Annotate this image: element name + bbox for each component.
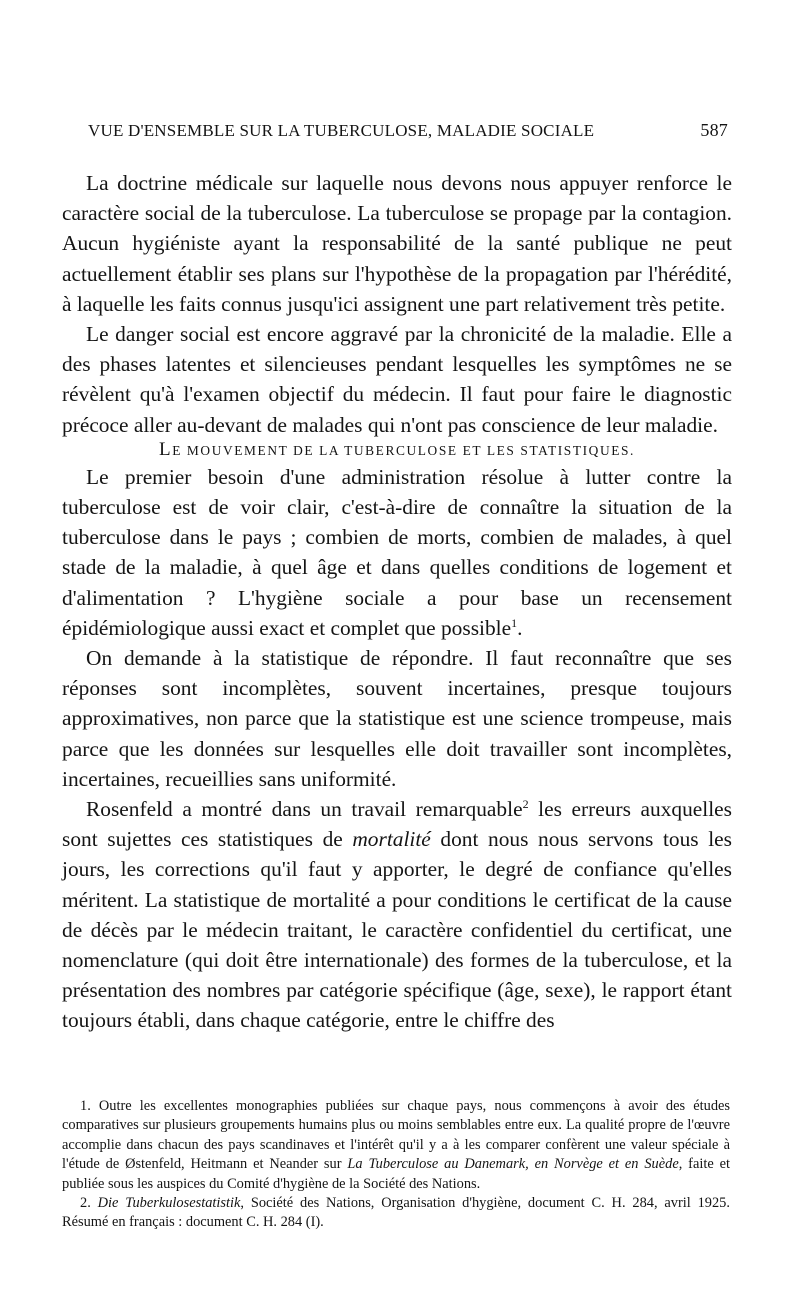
section-title-initial: L (158, 438, 173, 460)
paragraph-statistics-answers: On demande à la statistique de répondre. Il faut reconnaître que ses réponses sont incomplètes, souvent incertaines, presque toujours approximatives, non parce que la statistique est une science trompeuse, mais parce que les données sur lesquelles elle doit travailler sont incomplètes, incertaines, recueillies sans uniformité. (62, 646, 732, 791)
paragraph-statistics-need (62, 462, 732, 643)
paragraph-statistics-need-end: . (517, 615, 523, 640)
footnotes (62, 1097, 730, 1233)
footnote-mark-2: 2 (522, 796, 529, 811)
paragraph-chronicity: Le danger social est encore aggravé par la chronicité de la maladie. Elle a des phases latentes et silencieuses pendant lesquelles les symptômes ne se révèlent qu'à l'examen objectif du médecin. Il faut pour faire le diagnostic précoce aller au-devant de malades qui n'ont pas conscience de leur maladie. (62, 322, 732, 437)
paragraph-rosenfeld-italic: mortalité (352, 827, 431, 852)
footnote-1 (62, 1097, 730, 1194)
footnote-2-text: , Société des Nations, Organisation d'hygiène, document C. H. 284, avril 1925. Résumé en français : document C. H. 284 (I). (62, 1195, 730, 1231)
running-header (88, 120, 728, 141)
footnote-2-italic: Die Tuberkulosestatistik (97, 1195, 241, 1212)
section-title-text: E MOUVEMENT DE LA TUBERCULOSE ET LES STATISTIQUES. (172, 442, 635, 458)
running-title: VUE D'ENSEMBLE SUR LA TUBERCULOSE, MALADIE SOCIALE (88, 121, 595, 140)
footnote-1-number: 1. (80, 1098, 91, 1114)
main-text (62, 168, 732, 1036)
paragraph-rosenfeld-b: les erreurs auxquelles sont sujettes ces statistiques de (62, 797, 732, 852)
paragraph-rosenfeld (62, 794, 732, 1036)
paragraph-statistics-need-text: Le premier besoin d'une administration résolue à lutter contre la tuberculose est de voir clair, c'est-à-dire de connaître la situation de la tuberculose dans le pays ; combien de morts, combien de malades, à quel stade de la maladie, à quel âge et dans quelles conditions de logement et d'alimentation ? L'hygiène sociale a pour base un recensement épidémiologique aussi exact et complet que possible (62, 464, 732, 640)
footnote-1-text-a: Outre les excellentes monographies publiées sur chaque pays, nous commençons à avoir des études comparatives sur plusieurs groupements humains plus ou moins semblables entre eux. La qualité propre de l'œuvre accomplie dans chacun des pays scandinaves et l'intérêt qu'il y a à les comparer confèrent une valeur spéciale à l'étude de Østenfeld, Heitmann et Neander sur (62, 1098, 730, 1173)
paragraph-contagion: La doctrine médicale sur laquelle nous devons nous appuyer renforce le caractère social de la tuberculose. La tuberculose se propage par la contagion. Aucun hygiéniste ayant la responsabilité de la santé publique ne peut actuellement établir ses plans sur l'hypothèse de la propagation par l'hérédité, à laquelle les faits connus jusqu'ici assignent une part relativement très petite. (62, 171, 732, 316)
page-number: 587 (700, 120, 728, 140)
footnote-1-italic: La Tuberculose au Danemark, en Norvège et en Suède (347, 1156, 679, 1173)
section-title (62, 440, 732, 462)
footnote-2 (62, 1194, 730, 1233)
paragraph-rosenfeld-c: dont nous nous servons tous les jours, les corrections qu'il faut y apporter, le degré de confiance qu'elles méritent. La statistique de mortalité a pour conditions le certificat de la cause de décès par le médecin traitant, le caractère confidentiel du certificat, une nomenclature (qui doit être internationale) des formes de la tuberculose, et la présentation des nombres par catégorie spécifique (âge, sexe), le rapport étant toujours établi, dans chaque catégorie, entre le chiffre des (62, 827, 732, 1033)
footnote-mark-1: 1 (511, 615, 518, 630)
footnote-2-number: 2. (80, 1195, 91, 1212)
footnote-1-text-b: , faite et publiée sous les auspices du Comité d'hygiène de la Société des Nations. (62, 1156, 730, 1192)
paragraph-rosenfeld-a: Rosenfeld a montré dans un travail remarquable (86, 797, 523, 822)
